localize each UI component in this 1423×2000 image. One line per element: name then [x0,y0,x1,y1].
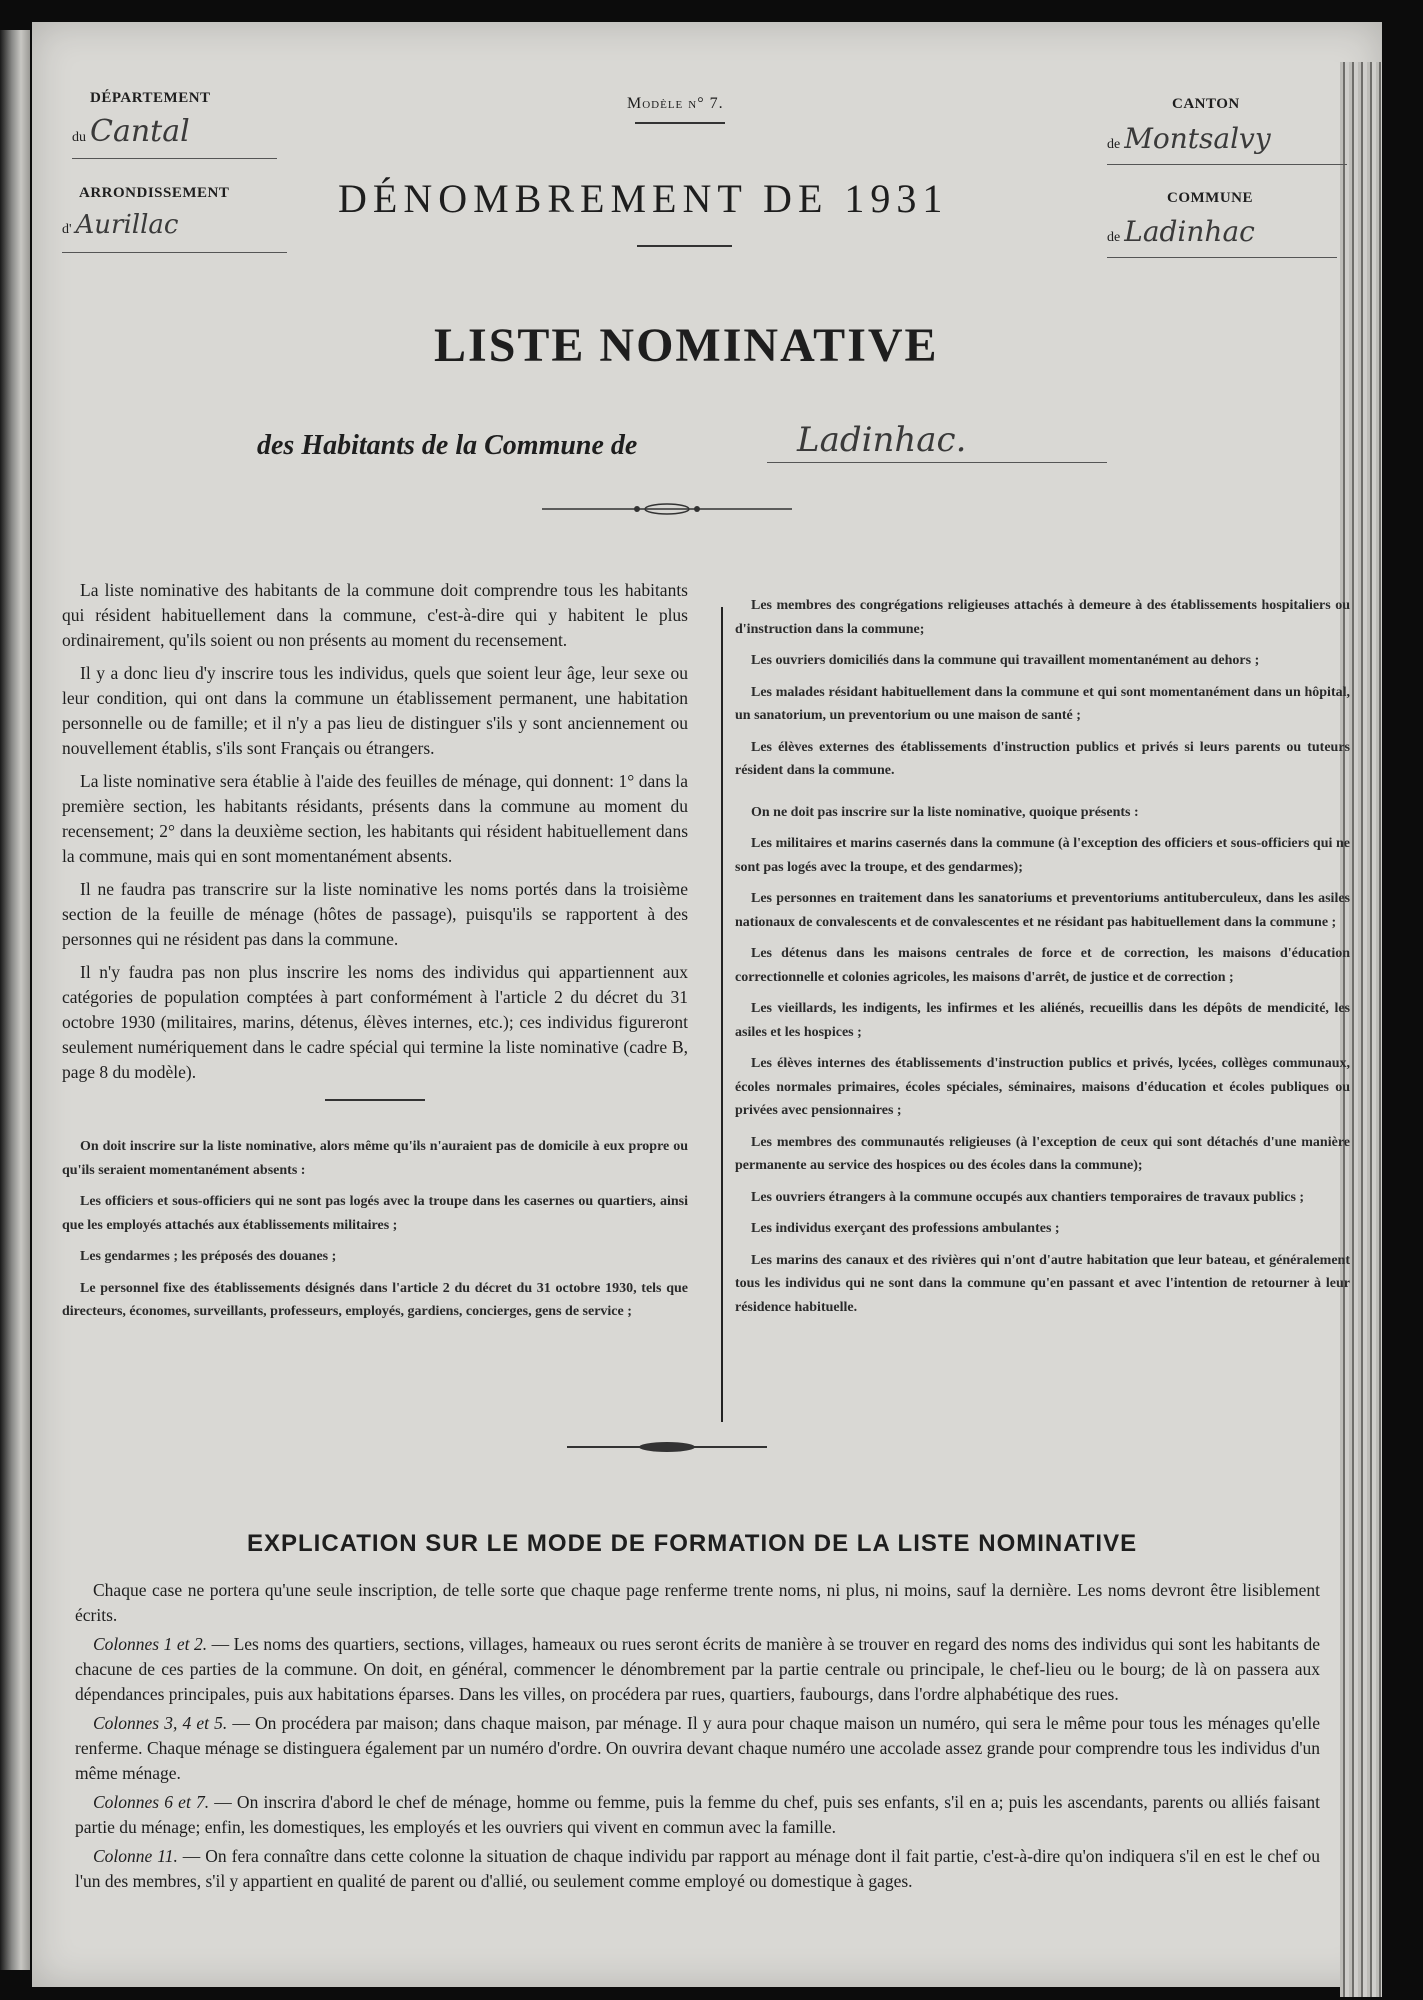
right-paragraph: Les ouvriers étrangers à la commune occupés aux chantiers temporaires de travaux publics ; [751,1189,1305,1205]
right-paragraph: Les personnes en traitement dans les sanatoriums et preventoriums antituberculeux, dans les asiles nationaux de convalescents et de convalescentes et ne résidant pas habituellement dans la commune ; [735,891,1350,930]
left-column [62,578,688,1332]
habitants-commune-value: Ladinhac. [797,420,967,460]
left-paragraph: Il n'y faudra pas non plus inscrire les noms des individus qui appartiennent aux catégories de population comptées à part conformément à l'article 2 du décret du 31 octobre 1930 (militaires, marins, détenus, élèves internes, etc.); ces individus figureront seulement numériquement dans le cadre spécial qui termine la liste nominative (cadre B, page 8 du modèle). [62,962,688,1082]
explication-paragraph: Chaque case ne portera qu'une seule inscription, de telle sorte que chaque page renferme trente noms, ni plus, ni moins, sauf la dernière. Les noms devront être lisiblement écrits. [75,1580,1320,1625]
arrondissement-prefix: d' [62,222,72,237]
canton-value: Montsalvy [1124,122,1271,155]
commune-value: Ladinhac [1124,215,1255,248]
right-paragraph: Les malades résidant habituellement dans la commune et qui sont momentanément dans un hôpital, un sanatorium, un preventorium ou une maison de santé ; [735,684,1350,723]
right-paragraph: Les militaires et marins casernés dans la commune (à l'exception des officiers et sous-officiers qui ne sont pas logés avec la troupe, et des gendarmes); [735,836,1350,875]
departement-prefix: du [72,130,86,145]
left-small-paragraph: Les gendarmes ; les préposés des douanes ; [80,1249,337,1264]
arrondissement-label: ARRONDISSEMENT [79,185,230,201]
habitants-commune-field [767,420,1107,463]
departement-label: DÉPARTEMENT [90,90,211,106]
habitants-line: des Habitants de la Commune de [257,430,638,461]
explication-text: — On procédera par maison; dans chaque maison, par ménage. Il y aura pour chaque maison un numéro, qui sera le même pour tous les ménages qu'elle renferme. Chaque ménage se distinguera également par un numéro d'ordre. On ouvrira devant chaque numéro une accolade assez grande pour comprendre tous les individus d'un même ménage. [75,1713,1320,1783]
left-paragraph: La liste nominative sera établie à l'aide des feuilles de ménage, qui donnent: 1° dans la première section, les habitants résidants, présents dans la commune au moment du recensement; 2° dans la deuxième section, les habitants qui résident habituellement dans la commune, mais qui en sont momentanément absents. [62,771,688,866]
commune-prefix: de [1107,230,1121,245]
right-paragraph: Les élèves externes des établissements d'instruction publics et privés si leurs parents ou tuteurs résident dans la commune. [735,739,1350,778]
explication-title: EXPLICATION SUR LE MODE DE FORMATION DE LA LISTE NOMINATIVE [247,1530,1138,1557]
left-small-paragraph: Les officiers et sous-officiers qui ne sont pas logés avec la troupe dans les casernes ou quartiers, ainsi que les employés attachés aux établissements militaires ; [62,1194,688,1233]
left-rule [325,1099,425,1101]
explication-text: — On fera connaître dans cette colonne la situation de chaque individu par rapport au ménage dont il fait partie, c'est-à-dire qu'on indiquera s'il en est le chef ou l'un des membres, s'il y appartient en qualité de parent ou d'allié, ou seulement comme employé ou domestique à gages. [75,1846,1320,1891]
ornament-top [542,502,792,521]
right-paragraph: Les marins des canaux et des rivières qui n'ont d'autre habitation que leur bateau, et généralement tous les individus qui ne sont dans la commune qu'en passant et avec l'intention de retourner à leur résidence habituelle. [735,1252,1350,1315]
departement-field [72,114,277,159]
page-title: DÉNOMBREMENT DE 1931 [338,176,949,221]
column-divider [721,607,723,1422]
left-paragraph: La liste nominative des habitants de la commune doit comprendre tous les habitants qui résident habituellement dans la commune, c'est-à-dire qui y habitent le plus ordinairement, qu'ils soient ou non présents au moment du recensement. [62,580,688,650]
canton-prefix: de [1107,137,1121,152]
right-paragraph: Les membres des communautés religieuses (à l'exception de ceux qui sont détachés d'une manière permanente au service des hospices ou des écoles dans la commune); [735,1134,1350,1173]
explication-paragraph [75,1711,1320,1786]
explication-label: Colonnes 1 et 2. [93,1634,208,1654]
arrondissement-field [62,210,287,253]
explication-label: Colonnes 3, 4 et 5. [93,1713,228,1733]
ornament-middle [567,1440,767,1459]
explication-label: Colonnes 6 et 7. [93,1792,210,1812]
book-binding [0,30,30,1970]
liste-nominative-title: LISTE NOMINATIVE [434,319,939,372]
explication-body [75,1578,1320,1898]
right-paragraph: Les membres des congrégations religieuses attachés à demeure à des établissements hospitaliers ou d'instruction dans la commune; [735,598,1350,637]
commune-field [1107,215,1337,258]
left-small-paragraph: On doit inscrire sur la liste nominative, alors même qu'ils n'auraient pas de domicile à eux propre ou qu'ils seraient momentanément absents : [62,1139,688,1178]
canton-field [1107,122,1347,165]
census-page [32,22,1382,1987]
explication-paragraph [75,1790,1320,1840]
explication-label: Colonne 11. [93,1846,178,1866]
modele-number: Modèle n° 7. [627,95,724,112]
modele-rule [635,122,725,124]
departement-value: Cantal [90,114,190,149]
right-paragraph: Les vieillards, les indigents, les infirmes et les aliénés, recueillis dans les dépôts de mendicité, les asiles et les hospices ; [735,1001,1350,1040]
arrondissement-value: Aurillac [75,210,179,240]
explication-paragraph [75,1632,1320,1707]
explication-text: — Les noms des quartiers, sections, villages, hameaux ou rues seront écrits de manière à se trouver en regard des noms des individus qui sont les habitants de chacune de ces parties de la commune. On doit, en général, commencer le dénombrement par la partie centrale ou principale, le chef-lieu ou le bourg; de là on passera aux dépendances principales, puis aux habitations éparses. Dans les villes, on procédera par rues, quartiers, faubourgs, dans l'ordre alphabétique des rues. [75,1634,1320,1704]
left-paragraph: Il y a donc lieu d'y inscrire tous les individus, quels que soient leur âge, leur sexe ou leur condition, qui ont dans la commune un établissement permanent, une habitation personnelle ou de famille; et il n'y a pas lieu de distinguer s'ils y sont anciennement ou nouvellement établis, s'ils sont Français ou étrangers. [62,663,688,758]
title-rule [637,245,732,247]
right-paragraph: Les élèves internes des établissements d'instruction publics et privés, lycées, collèges communaux, écoles normales primaires, écoles spéciales, séminaires, maisons d'éducation et écoles publiques ou privées avec pensionnaires ; [735,1056,1350,1118]
right-paragraph: Les détenus dans les maisons centrales de force et de correction, les maisons d'éducation correctionnelle et colonies agricoles, les maisons d'arrêt, de justice et de correction ; [735,946,1350,985]
right-heading: On ne doit pas inscrire sur la liste nominative, quoique présents : [751,804,1139,820]
commune-label: COMMUNE [1167,190,1253,206]
right-paragraph: Les individus exerçant des professions ambulantes ; [751,1221,1060,1236]
explication-text: — On inscrira d'abord le chef de ménage, homme ou femme, puis la femme du chef, puis ses enfants, s'il en a; puis les ascendants, parents ou alliés faisant partie du ménage; enfin, les domestiques, les employés et les ouvriers qui vivent en commun avec la famille. [75,1792,1320,1837]
right-paragraph: Les ouvriers domiciliés dans la commune qui travaillent momentanément au dehors ; [751,653,1260,668]
canton-label: CANTON [1172,96,1240,112]
left-paragraph: Il ne faudra pas transcrire sur la liste nominative les noms portés dans la troisième section de la feuille de ménage (hôtes de passage), puisqu'ils se rapportent à des personnes qui ne résident pas dans la commune. [62,879,688,949]
left-small-paragraph: Le personnel fixe des établissements désignés dans l'article 2 du décret du 31 octobre 1930, tels que directeurs, économes, surveillants, professeurs, employés, gardiens, concierges, gens de service ; [62,1280,688,1319]
explication-paragraph [75,1844,1320,1894]
right-column [735,594,1350,1327]
